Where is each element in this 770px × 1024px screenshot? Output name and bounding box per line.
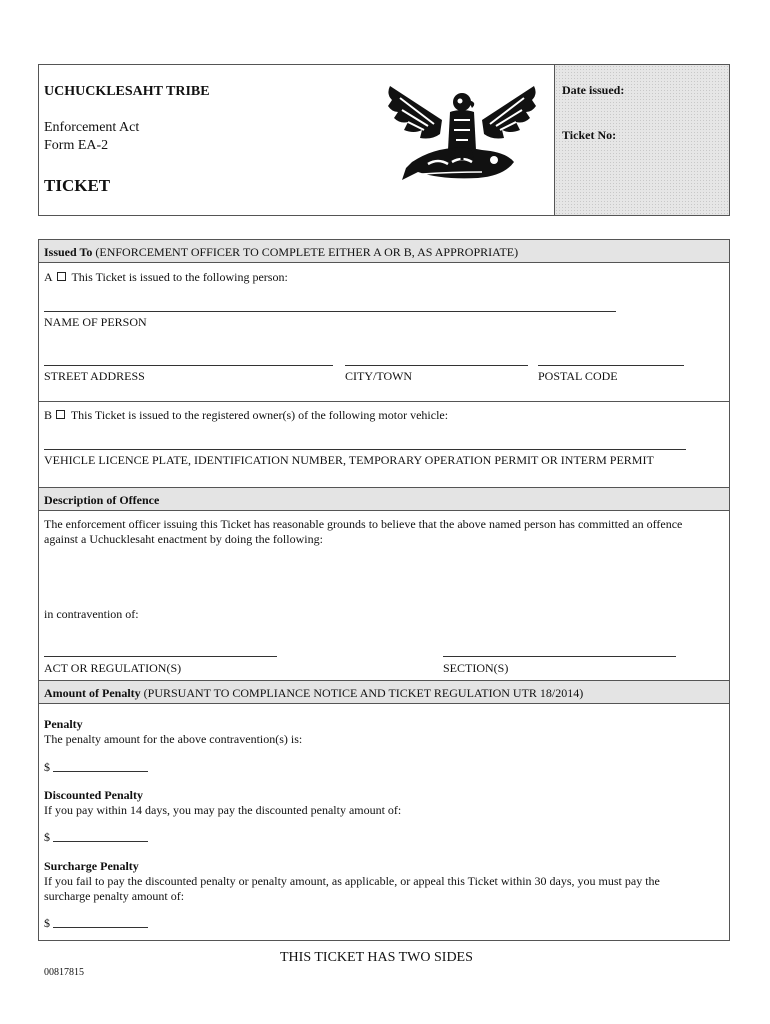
main-form-box	[38, 239, 730, 941]
city-town-field[interactable]	[345, 365, 528, 366]
penalty-text: The penalty amount for the above contravention(s) is:	[44, 732, 303, 746]
offence-text-line1: The enforcement officer issuing this Ticket has reasonable grounds to believe that the above named person has committed an offence	[44, 517, 683, 531]
thunderbird-whale-emblem-icon	[382, 80, 542, 190]
street-address-field[interactable]	[44, 365, 333, 366]
option-a-letter: A	[44, 270, 53, 284]
form-number: Form EA-2	[44, 138, 109, 153]
offence-text-line2: against a Uchucklesaht enactment by doing the following:	[44, 532, 323, 546]
checkbox-icon[interactable]	[57, 272, 66, 281]
option-b-row	[44, 408, 448, 422]
surcharge-amount-field[interactable]	[53, 927, 148, 928]
postal-code-field[interactable]	[538, 365, 684, 366]
divider-a-b	[39, 401, 729, 402]
option-b-text: This Ticket is issued to the registered owner(s) of the following motor vehicle:	[70, 408, 449, 422]
discount-currency: $	[44, 830, 50, 844]
postal-code-label: POSTAL CODE	[538, 369, 618, 383]
city-town-label: CITY/TOWN	[345, 369, 413, 383]
two-sides-notice: THIS TICKET HAS TWO SIDES	[280, 950, 473, 965]
penalty-heading: Amount of Penalty (PURSUANT TO COMPLIANCE NOTICE AND TICKET REGULATION UTR 18/2014)	[44, 686, 584, 700]
penalty-currency: $	[44, 760, 50, 774]
act-name: Enforcement Act	[44, 120, 140, 135]
section-label: SECTION(S)	[443, 661, 509, 675]
tribe-name: UCHUCKLESAHT TRIBE	[44, 84, 210, 99]
contravention-label: in contravention of:	[44, 607, 139, 621]
name-of-person-field[interactable]	[44, 311, 616, 312]
option-a-text: This Ticket is issued to the following person:	[71, 270, 288, 284]
ticket-title: TICKET	[44, 176, 111, 195]
vehicle-field[interactable]	[44, 449, 686, 450]
surcharge-title: Surcharge Penalty	[44, 859, 139, 873]
serial-number: 00817815	[44, 967, 84, 978]
checkbox-icon[interactable]	[56, 410, 65, 419]
discount-text: If you pay within 14 days, you may pay the discounted penalty amount of:	[44, 803, 402, 817]
street-address-label: STREET ADDRESS	[44, 369, 145, 383]
option-b-letter: B	[44, 408, 53, 422]
discount-title: Discounted Penalty	[44, 788, 143, 802]
discount-amount-field[interactable]	[53, 841, 148, 842]
penalty-title: Penalty	[44, 717, 83, 731]
offence-heading: Description of Offence	[44, 493, 160, 507]
ticket-no-label: Ticket No:	[562, 128, 617, 142]
issued-to-heading: Issued To (ENFORCEMENT OFFICER TO COMPLETE EITHER A OR B, AS APPROPRIATE)	[44, 245, 519, 259]
surcharge-text-line1: If you fail to pay the discounted penalty or penalty amount, as applicable, or appeal this Ticket within 30 days, you must pay the	[44, 874, 660, 888]
act-regulation-field[interactable]	[44, 656, 277, 657]
act-regulation-label: ACT OR REGULATION(S)	[44, 661, 182, 675]
date-issued-label: Date issued:	[562, 83, 625, 97]
section-field[interactable]	[443, 656, 676, 657]
surcharge-text-line2: surcharge penalty amount of:	[44, 889, 185, 903]
surcharge-currency: $	[44, 916, 50, 930]
vehicle-label: VEHICLE LICENCE PLATE, IDENTIFICATION NUMBER, TEMPORARY OPERATION PERMIT OR INTERM PERMIT	[44, 453, 654, 467]
name-of-person-label: NAME OF PERSON	[44, 315, 147, 329]
penalty-amount-field[interactable]	[53, 771, 148, 772]
option-a-row	[44, 270, 288, 284]
